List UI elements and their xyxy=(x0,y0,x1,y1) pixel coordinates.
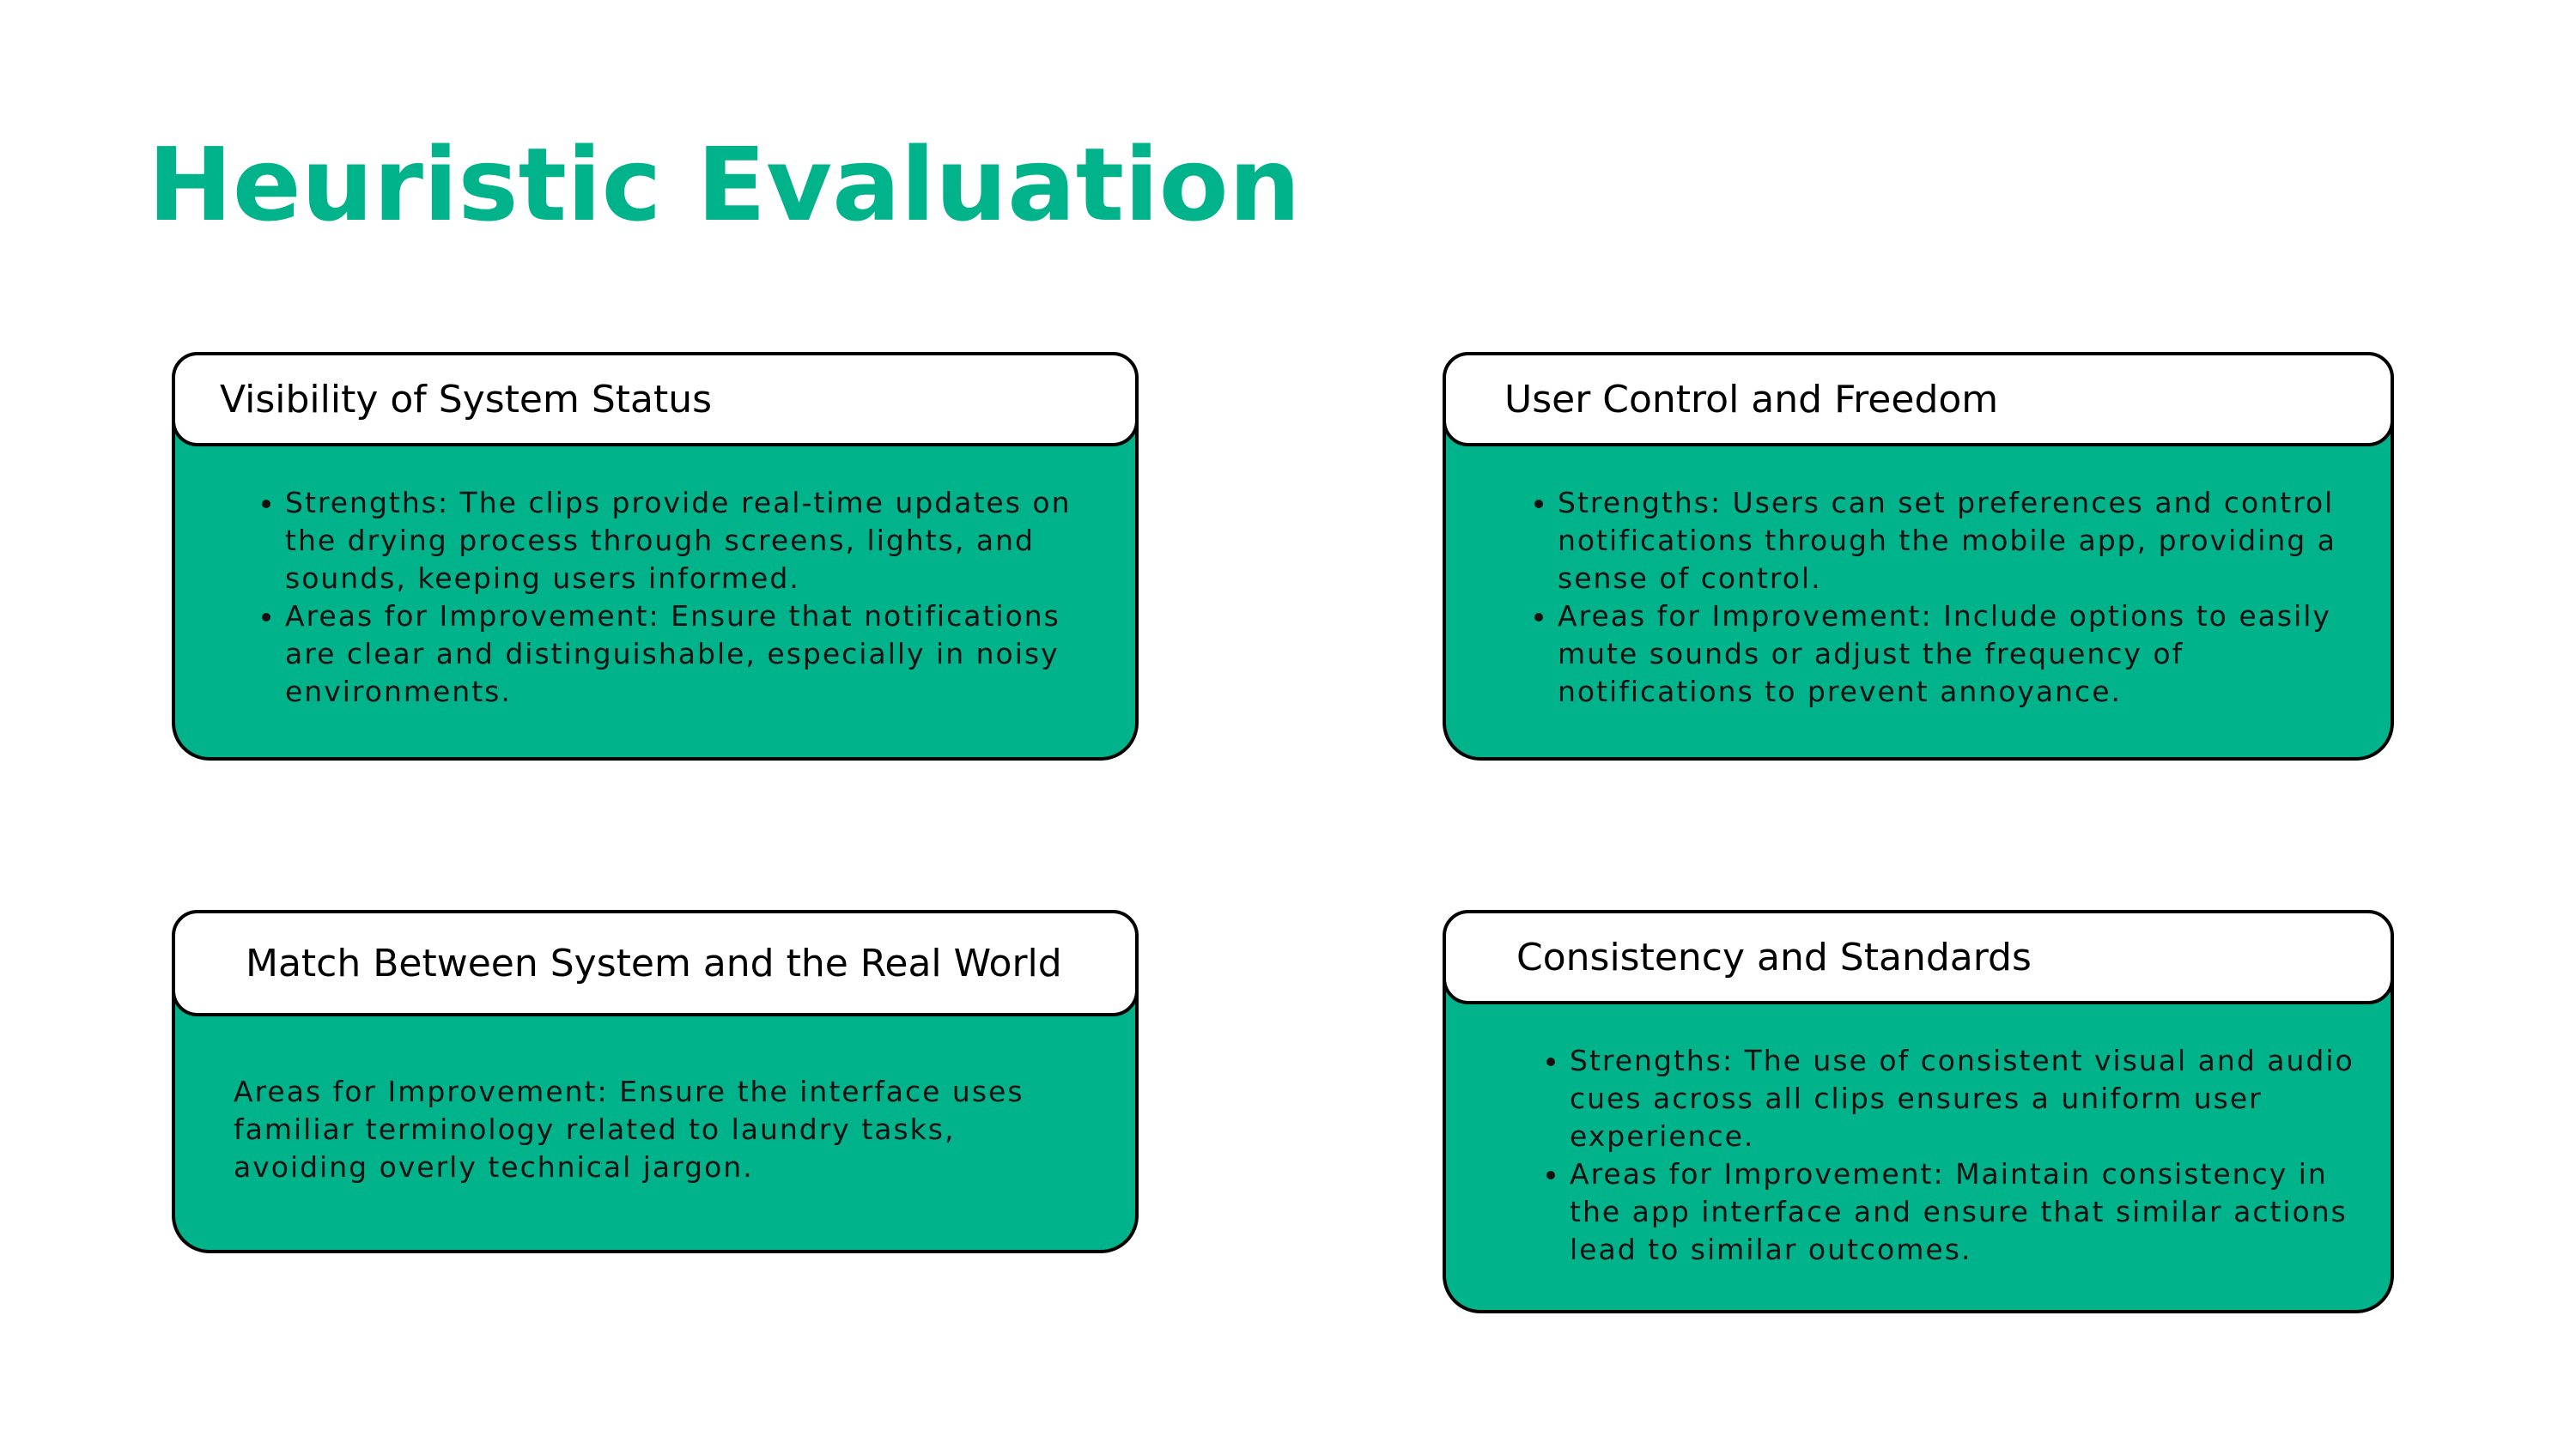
card-body xyxy=(246,484,1104,711)
card-header xyxy=(1443,352,2394,446)
bullet-areas-for-improvement: • Areas for Improvement: Include options to easily mute sounds or adjust the frequency of notifications to prevent annoyance. xyxy=(1558,597,2368,711)
bullet-strengths: • Strengths: The clips provide real-time updates on the drying process through screens, lights, and sounds, keeping users informed. xyxy=(285,484,1104,597)
card-header xyxy=(172,910,1139,1016)
bullet-areas-for-improvement: • Areas for Improvement: Maintain consistency in the app interface and ensure that similar actions lead to similar outcomes. xyxy=(1570,1155,2372,1269)
bullet-list xyxy=(246,484,1104,711)
bullet-list xyxy=(1518,484,2368,711)
card-title: Consistency and Standards xyxy=(1516,935,2032,979)
card-consistency-and-standards xyxy=(1443,910,2394,1313)
card-body xyxy=(1518,484,2368,711)
card-title: Visibility of System Status xyxy=(220,377,713,421)
card-body xyxy=(1530,1042,2372,1269)
page-title: Heuristic Evaluation xyxy=(148,125,1301,244)
card-title: Match Between System and the Real World xyxy=(246,941,1062,985)
bullet-areas-for-improvement: • Areas for Improvement: Ensure that notifications are clear and distinguishable, especially in noisy environments. xyxy=(285,597,1104,711)
card-paragraph: Areas for Improvement: Ensure the interface uses familiar terminology related to laundry tasks, avoiding overly technical jargon. xyxy=(234,1075,1024,1184)
card-header xyxy=(172,352,1139,446)
bullet-strengths: • Strengths: The use of consistent visual and audio cues across all clips ensures a uniform user experience. xyxy=(1570,1042,2372,1155)
card-match-between-system-and-real-world xyxy=(172,910,1139,1253)
card-visibility-of-system-status xyxy=(172,352,1139,761)
card-header xyxy=(1443,910,2394,1004)
card-title: User Control and Freedom xyxy=(1504,377,1999,421)
bullet-strengths: • Strengths: Users can set preferences and control notifications through the mobile app, providing a sense of control. xyxy=(1558,484,2368,597)
bullet-list xyxy=(1530,1042,2372,1269)
card-body xyxy=(234,1073,1092,1186)
card-user-control-and-freedom xyxy=(1443,352,2394,761)
